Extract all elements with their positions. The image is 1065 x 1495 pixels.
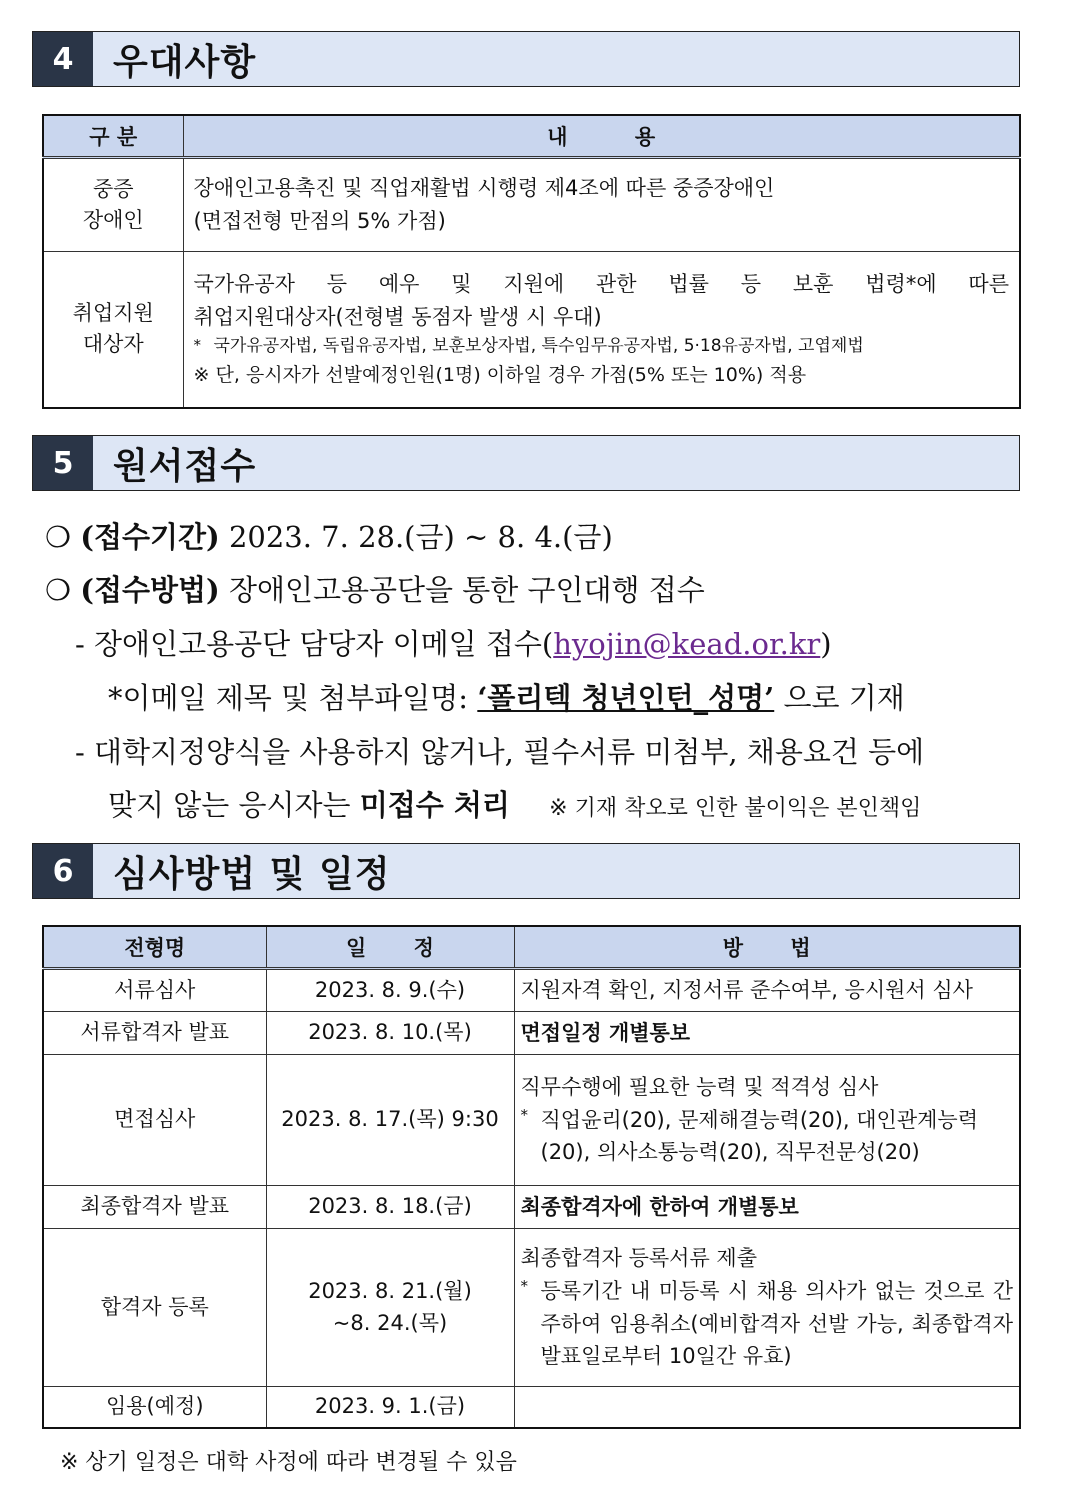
stage-date: 2023. 9. 1.(금) <box>266 1387 514 1428</box>
table-row <box>43 1229 1020 1387</box>
email-link[interactable]: hyojin@kead.or.kr <box>553 627 821 661</box>
table-row <box>43 1012 1020 1055</box>
section-number: 6 <box>33 844 93 898</box>
row-content: 장애인고용촉진 및 직업재활법 시행령 제4조에 따른 중증장애인 (면접전형 만점의 5% 가점) <box>183 158 1020 252</box>
stage-name: 임용(예정) <box>43 1387 266 1428</box>
table-header-content: 내 용 <box>183 115 1020 158</box>
table-row <box>43 1387 1020 1428</box>
stage-date: 2023. 8. 9.(수) <box>266 969 514 1012</box>
stage-method: 최종합격자에 한하여 개별통보 <box>514 1186 1020 1229</box>
table-header-category: 구 분 <box>43 115 183 158</box>
section-6-header <box>32 843 1020 899</box>
table-row <box>43 969 1020 1012</box>
stage-name: 합격자 등록 <box>43 1229 266 1387</box>
section-number: 5 <box>33 436 93 490</box>
section-5-header <box>32 435 1020 491</box>
application-period: ❍ (접수기간) 2023. 7. 28.(금) ~ 8. 4.(금) <box>45 520 613 554</box>
email-title-note: *이메일 제목 및 첨부파일명: ‘폴리텍 청년인턴_성명’ 으로 기재 <box>108 681 905 715</box>
table-row <box>43 1055 1020 1186</box>
section-title: 원서접수 <box>113 445 257 487</box>
stage-name: 서류심사 <box>43 969 266 1012</box>
stage-date: 2023. 8. 10.(목) <box>266 1012 514 1055</box>
schedule-table <box>42 925 1021 1429</box>
stage-method: 지원자격 확인, 지정서류 준수여부, 응시원서 심사 <box>514 969 1020 1012</box>
section-title: 심사방법 및 일정 <box>113 853 391 895</box>
section-title: 우대사항 <box>113 41 257 83</box>
stage-method: 최종합격자 등록서류 제출 * 등록기간 내 미등록 시 채용 의사가 없는 것으로 간주하여 임용취소(예비합격자 선발 가능, 최종합격자 발표일로부터 10일간 유효) <box>514 1229 1020 1387</box>
stage-name: 면접심사 <box>43 1055 266 1186</box>
row-content: 국가유공자 등 예우 및 지원에 관한 법률 등 보훈 법령*에 따른 취업지원대상자(전형별 동점자 발생 시 우대) * 국가유공자법, 독립유공자법, 보훈보상자법, 특수임무유공자법, 5·18유공자법, 고엽제법 ※ 단, 응시자가 선발예정인원(1명) 이하일 경우 가점(5% 또는 10%) 적용 <box>183 252 1020 408</box>
section-number: 4 <box>33 32 93 86</box>
rejection-rule-cont: 맞지 않는 응시자는 미접수 처리 ※ 기재 착오로 인한 불이익은 본인책임 <box>108 788 922 822</box>
section-4-header <box>32 31 1020 87</box>
table-header-method: 방 법 <box>514 926 1020 969</box>
row-label: 중증 장애인 <box>43 158 183 252</box>
table-row <box>43 158 1020 252</box>
table-header-stage: 전형명 <box>43 926 266 969</box>
row-label: 취업지원 대상자 <box>43 252 183 408</box>
stage-method <box>514 1387 1020 1428</box>
stage-date: 2023. 8. 17.(목) 9:30 <box>266 1055 514 1186</box>
rejection-rule: - 대학지정양식을 사용하지 않거나, 필수서류 미첨부, 채용요건 등에 <box>75 735 925 769</box>
stage-name: 서류합격자 발표 <box>43 1012 266 1055</box>
table-row <box>43 1186 1020 1229</box>
email-submission: - 장애인고용공단 담당자 이메일 접수(hyojin@kead.or.kr) <box>75 627 832 661</box>
table-row <box>43 252 1020 408</box>
table-header-date: 일 정 <box>266 926 514 969</box>
application-method: ❍ (접수방법) 장애인고용공단을 통한 구인대행 접수 <box>45 573 705 607</box>
stage-name: 최종합격자 발표 <box>43 1186 266 1229</box>
preference-table <box>42 114 1021 409</box>
schedule-footnote: ※ 상기 일정은 대학 사정에 따라 변경될 수 있음 <box>60 1450 517 1475</box>
stage-date: 2023. 8. 18.(금) <box>266 1186 514 1229</box>
stage-date: 2023. 8. 21.(월) ~8. 24.(목) <box>266 1229 514 1387</box>
stage-method: 직무수행에 필요한 능력 및 적격성 심사 * 직업윤리(20), 문제해결능력(20), 대인관계능력(20), 의사소통능력(20), 직무전문성(20) <box>514 1055 1020 1186</box>
stage-method: 면접일정 개별통보 <box>514 1012 1020 1055</box>
